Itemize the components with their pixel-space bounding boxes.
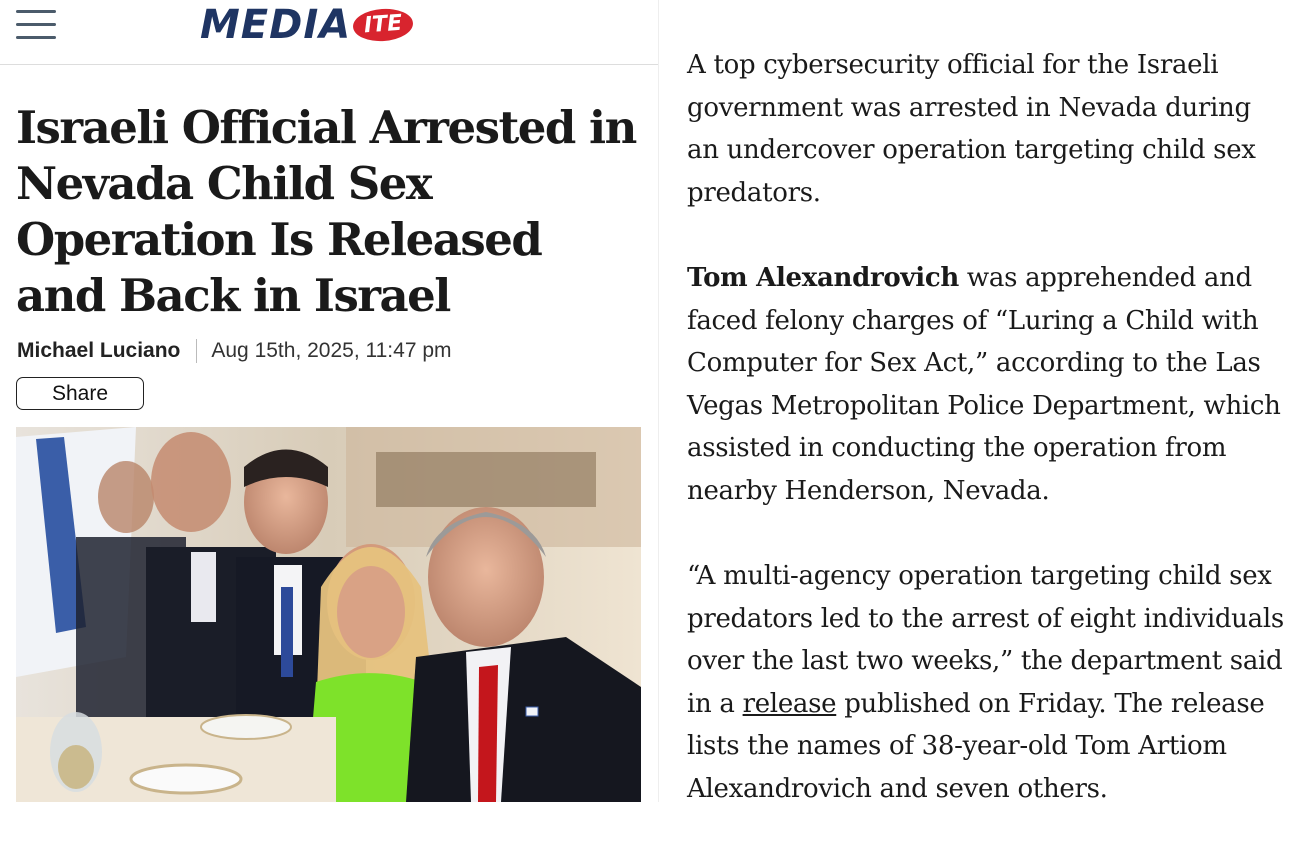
publish-date: Aug 15th, 2025, 11:47 pm xyxy=(211,339,452,362)
byline xyxy=(17,337,452,365)
paragraph-1: A top cybersecurity official for the Israeli government was arrested in Nevada during an undercover operation targeting child sex predators. xyxy=(687,50,1256,208)
site-logo[interactable] xyxy=(200,3,413,47)
paragraph-3-text-a: “A multi-agency operation targeting child sex predators led to the arrest of eight individuals over the last two weeks,” the department said in a xyxy=(687,561,1284,719)
article-headline: Israeli Official Arrested in Nevada Child Sex Operation Is Released and Back in Israel xyxy=(16,101,636,322)
person-name: Tom Alexandrovich xyxy=(687,263,959,293)
article-right-panel xyxy=(658,0,1290,802)
article-photo[interactable] xyxy=(16,427,641,802)
paragraph-2-text: was apprehended and faced felony charges of “Luring a Child with Computer for Sex Act,” according to the Las Vegas Metropolitan Police Department, which assisted in conducting the operation from nearby Henderson, Nevada. xyxy=(687,263,1281,506)
author-name[interactable]: Michael Luciano xyxy=(17,339,181,362)
paragraph-3-text-b: published on Friday. The release lists the names of 38-year-old Tom Artiom Alexandrovich and seven others. xyxy=(687,688,1265,804)
paragraph-3 xyxy=(687,555,1287,810)
menu-line xyxy=(16,23,56,26)
article-body xyxy=(687,44,1287,853)
paragraph-2 xyxy=(687,257,1287,512)
hamburger-menu-icon[interactable] xyxy=(16,8,58,40)
share-button[interactable]: Share xyxy=(16,377,144,410)
photo-illustration xyxy=(16,427,641,802)
menu-line xyxy=(16,36,56,39)
logo-badge: ITE xyxy=(352,7,414,43)
menu-line xyxy=(16,10,56,13)
header-divider xyxy=(0,64,658,65)
byline-separator xyxy=(196,339,197,363)
article-left-panel xyxy=(0,0,658,802)
release-link[interactable]: release xyxy=(742,688,837,719)
logo-wordmark: MEDIA xyxy=(200,2,352,48)
